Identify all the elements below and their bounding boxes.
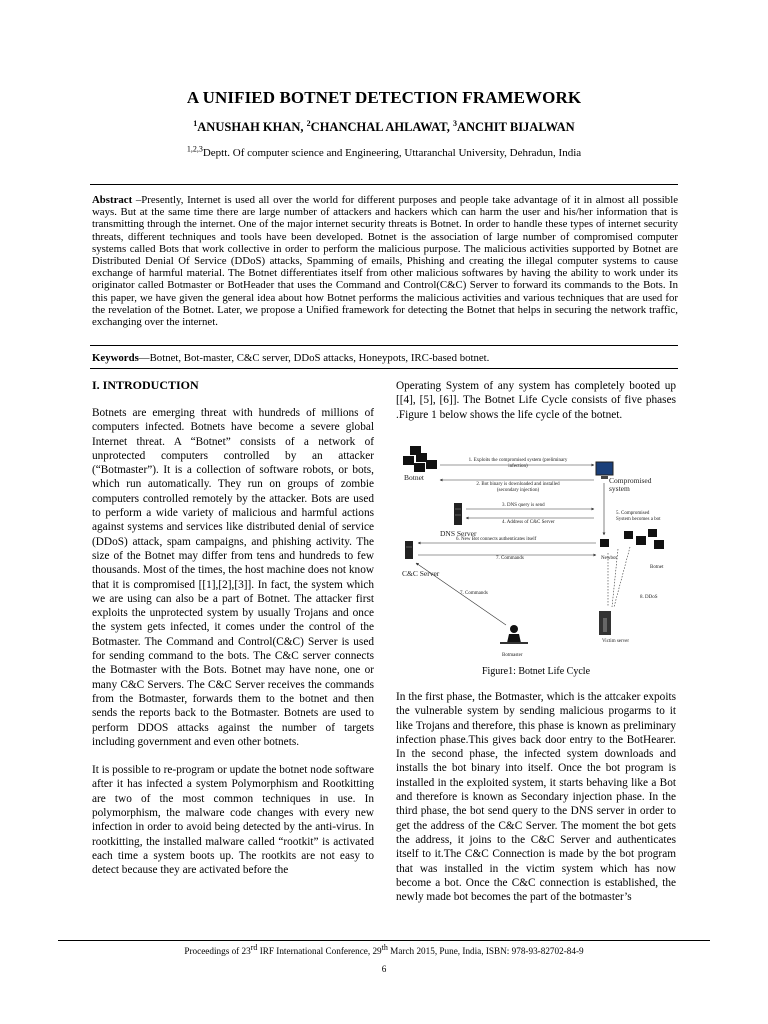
paper-title: A UNIFIED BOTNET DETECTION FRAMEWORK [186, 88, 582, 107]
affiliation [0, 144, 768, 159]
botmaster-icon [500, 625, 528, 644]
right-paragraph-1: Operating System of any system has completely booted up [[4], [5], [6]]. The Botnet Life Cycle consists of five phases .Figure 1 below shows the life cycle of the botnet. [396, 380, 676, 421]
right-column-bottom [396, 690, 676, 904]
botnet-right-icon [624, 529, 664, 549]
author-3-name: ANCHIT BIJALWAN [456, 120, 575, 134]
affiliation-text: Deptt. Of computer science and Engineering, Uttaranchal University, Dehradun, India [202, 147, 582, 159]
keywords [92, 352, 678, 364]
abstract-bottom-rule [90, 345, 678, 346]
right-column-top [396, 379, 676, 422]
fig-label-step-7b: 7. Commands [460, 591, 488, 596]
keywords-bottom-rule [90, 368, 678, 369]
abstract-text: –Presently, Internet is used all over the world for different purposes and people take advantage of it in almost all possible ways. But at the same time there are large number of attackers and hackers which can harm the user and his/her information that is transmitting through the internet. One of the major internet security threats is Botnet. In order to handle these types of internet security threats, different techniques and tools have been developed. Botnet is the association of large number of compromised computer systems called Bots that work collective in order to perform the malicious purpose. The malicious activities supported by Botnet are Distributed Denial Of Service (DDoS) attacks, Spamming of emails, Phishing and creating the illegal computer systems to cause exchange of harmful material. The Botnet differentiates itself from other malicious softwares by having the ability to work under its originator called Botmaster or BotHeader that uses the Command and Control(C&C) Server to forward its commands to the Bots. In this paper, we have given the general idea about how Botnet performs the malicious activities and various techniques that are used for the revelation of the Botnet. Later, we propose a Unified framework for detecting the Botnet that helps in securing the network traffic, exchanging over the internet. [92, 194, 678, 329]
newbot-icon [600, 539, 609, 547]
fig-label-botnet-right: Botnet [650, 565, 664, 570]
right-paragraph-2: In the first phase, the Botmaster, which is the attcaker expoits the vulnerable system by sending malicious progarms to it like Trojans and therefore, this phase is known as preliminary infection phase.This gives back door entry to the BotHearer. In the second phase, the infected system downloads and installs the bot binary into itself. Once the bot program is installed in the exploited system, it starts behaving like a Bot and therefore is known as Secondary injection phase. In the third phase, the bot send query to the DNS server in order to get the address of the C&C Server. The moment the bot gets the address, it joins to the C&C Server and authenticates itself to it.The C&C Connection is made by the bot program that was installed in the victim system which has now become a bot. Once the C&C connection is established, the newly made bot becomes the part of the botmaster’s [396, 691, 676, 904]
fig-label-cc-server: C&C Server [402, 569, 440, 578]
fig-label-botmaster: Botmaster [502, 653, 523, 658]
abstract-top-rule [90, 184, 678, 185]
fig-label-compromised-system: Compromised system [609, 476, 652, 493]
footer-sup-rd: rd [250, 942, 258, 952]
cc-server-icon [405, 541, 413, 559]
footer-suffix: March 2015, Pune, India, ISBN: 978-93-82702-84-9 [387, 946, 584, 956]
figure-caption: Figure1: Botnet Life Cycle [481, 666, 591, 677]
fig-label-step-6: 6. New Bot connects authenticates itself [456, 537, 537, 542]
fig-label-step-1: 1. Exploits the compromised system (preliminary infection) [468, 458, 568, 469]
keywords-text: —Botnet, Bot-master, C&C server, DDoS attacks, Honeypots, IRC-based botnet. [138, 352, 490, 364]
fig-label-step-2: 2. Bot binary is downloaded and installed (secondary injection) [476, 482, 560, 493]
author-2-number: 2 [306, 118, 311, 128]
footer-prefix: Proceedings of 23 [184, 946, 251, 956]
fig-label-newbot: Newbot [601, 556, 617, 561]
fig-label-ddos: 8. DDoS [640, 595, 658, 600]
fig-label-victim-server: Victim server [602, 639, 630, 644]
left-column [92, 378, 374, 892]
affiliation-number: 1,2,3 [186, 144, 203, 154]
author-1-name: ANUSHAH KHAN, [197, 120, 307, 134]
author-2-name: CHANCHAL AHLAWAT, [310, 120, 453, 134]
dns-server-icon [454, 503, 462, 525]
victim-server-icon [599, 611, 611, 635]
fig-label-step-7a: 7. Commands [496, 556, 524, 561]
footer-rule [58, 940, 710, 941]
abstract-label: Abstract [92, 194, 133, 206]
proceedings-footer [0, 942, 768, 956]
fig-label-dns-server: DNS Server [440, 529, 477, 538]
fig-label-botnet-left: Botnet [404, 473, 424, 482]
abstract [92, 194, 678, 328]
keywords-label: Keywords [92, 352, 139, 364]
fig-label-compromised-becomes-bot: 5. Compromised System becomes a bot [616, 511, 661, 522]
fig-label-step-3: 3. DNS query is send [502, 503, 545, 508]
author-1-number: 1 [193, 118, 198, 128]
footer-mid: IRF International Conference, 29 [257, 946, 382, 956]
botnet-left-icon [403, 446, 437, 472]
botnet-life-cycle-figure [396, 443, 676, 663]
footer-sup-th: th [381, 942, 388, 952]
fig-label-step-4: 4. Address of C&C Server [502, 520, 555, 525]
page-number: 6 [381, 964, 387, 974]
intro-paragraph-2: It is possible to re-program or update the botnet node software after it has infected a system Polymorphism and Rootkitting are two of the most common techniques in use. In polymorphism, the malware code changes with every new infection in order to avoid being detected by the anti-virus. In rootkitting, the installed malware called “rootkit” is activated each time a system boots up. The rootkits are not easy to detect because they are activated before the [92, 764, 374, 877]
intro-paragraph-1: Botnets are emerging threat with hundreds of millions of computers infected. Botnets have become a severe global Internet threat. A “Botnet” consists of a network of unprotected computers controlled by an attacker (“Botmaster”). It is a collection of software robots, or bots, which run automatically. They run on groups of zombie computers controlled remotely by the attacker. Bots are used to perform a wide variety of malicious and harmful actions against systems and services like distributed denial of service (DDoS) attack, spam campaigns, and phishing activity. The size of the Botnet may differ from tens and hundreds to few thousands. Most of the times, the host machine does not know that it is compromised [[1],[2],[3]]. In fact, the system which we are using can also be a part of Botnet. The attacker first exploits the unprotected system by usually Trojans and once the system gets infected, it comes under the control of the Botmaster. The Command and Control(C&C) Server is used for sending command to the bots. The C&C server connects the Botmaster with the Bots. Botnet may have none, one or many C&C Servers. The C&C Server receives the commands from the Botmaster, forwards them to the botnet and then sends the reports back to the Botmaster. Botnets are used to perform DDOS attacks against the number of targets including government and even other botnets. [92, 407, 374, 748]
author-3-number: 3 [452, 118, 457, 128]
author-list [0, 120, 768, 135]
section-heading-introduction: I. INTRODUCTION [92, 378, 199, 392]
